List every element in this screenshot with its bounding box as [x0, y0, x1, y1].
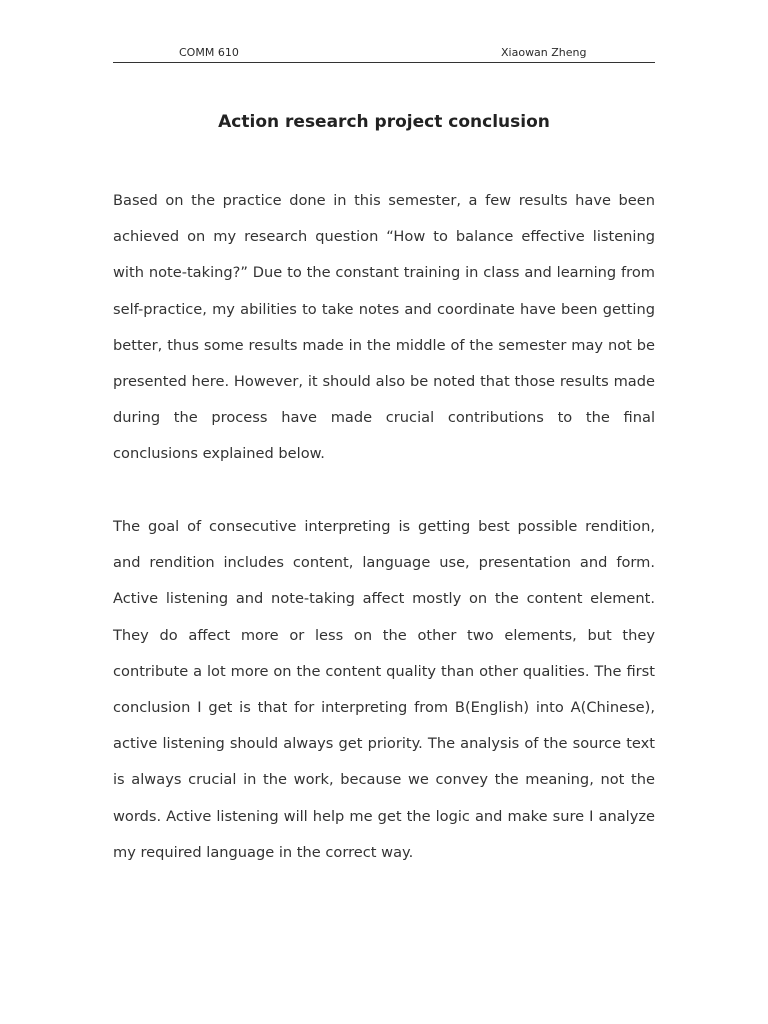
author-name: Xiaowan Zheng — [501, 46, 587, 59]
paragraph-1: Based on the practice done in this semester, a few results have been achieved on my research question “How to balance effective listening with note-taking?” Due to the constant training in class and learning from self-practice, my abilities to take notes and coordinate have been getting better, thus some results made in the middle of the semester may not be presented here. However, it should also be noted that those results made during the process have made crucial contributions to the final conclusions explained below. — [113, 192, 655, 463]
paragraph-2: The goal of consecutive interpreting is getting best possible rendition, and rendition includes content, language use, presentation and form. Active listening and note-taking affect mostly on the content element. They do affect more or less on the other two elements, but they contribute a lot more on the content quality than other qualities. The first conclusion I get is that for interpreting from B(English) into A(Chinese), active listening should always get priority. The analysis of the source text is always crucial in the work, because we convey the meaning, not the words. Active listening will help me get the logic and make sure I analyze my required language in the correct way. — [113, 518, 655, 861]
document-title: Action research project conclusion — [218, 112, 550, 132]
page-header — [113, 46, 655, 63]
course-code: COMM 610 — [179, 46, 239, 59]
